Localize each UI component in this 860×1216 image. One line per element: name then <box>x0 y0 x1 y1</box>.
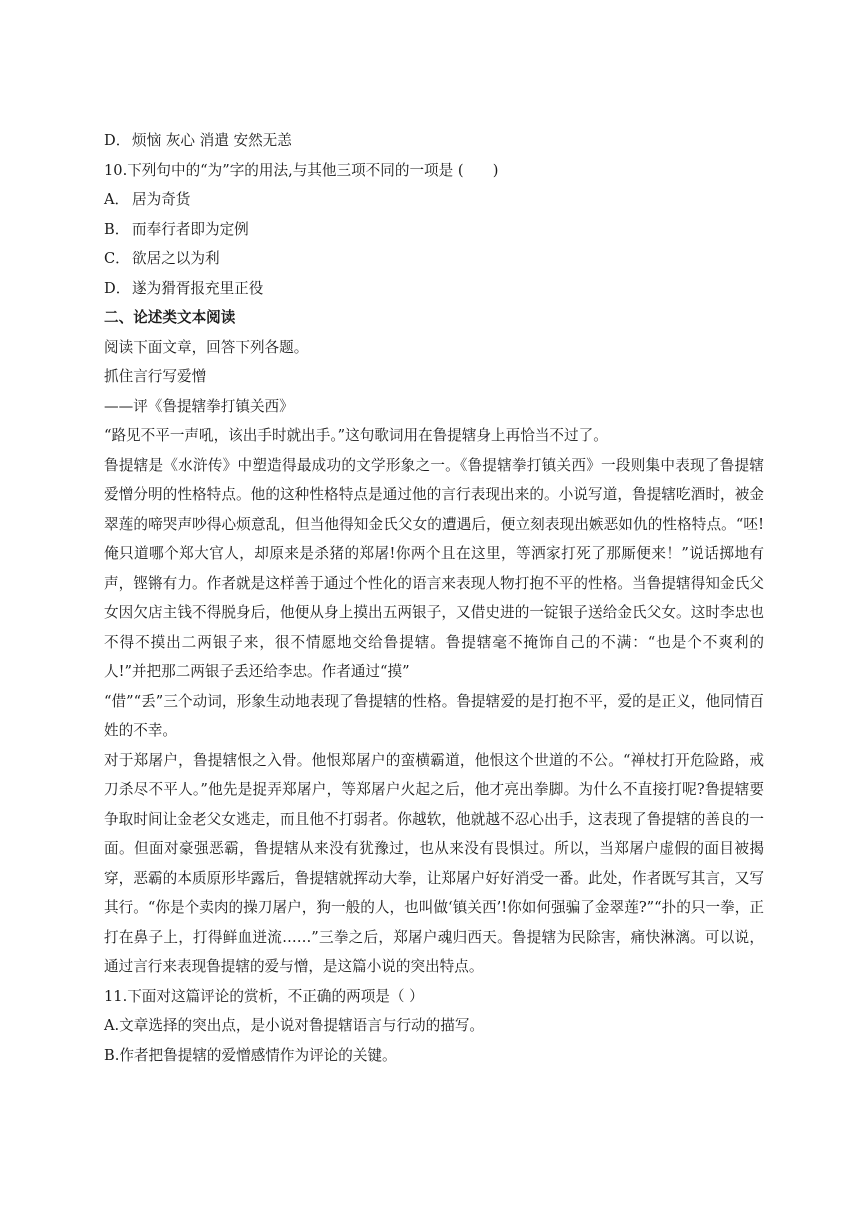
document-page <box>104 126 764 1070</box>
option-text: 而奉行者即为定例 <box>132 220 249 238</box>
q11-stem: 11.下面对这篇评论的赏析，不正确的两项是（ ） <box>104 987 424 1005</box>
article-paragraph-1: “路见不平一声吼，该出手时就出手。”这句歌词用在鲁提辖身上再恰当不过了。 <box>104 427 608 444</box>
option-text: 居为奇货 <box>132 191 191 208</box>
option-letter: D． <box>104 279 131 297</box>
q10-option-c <box>104 244 764 274</box>
option-text: 遂为猾胥报充里正役 <box>132 279 264 297</box>
option-letter: D． <box>104 132 131 149</box>
option-letter: B． <box>104 220 130 238</box>
q10-option-a <box>104 185 764 215</box>
q10-option-b <box>104 215 764 245</box>
option-letter: C． <box>104 250 130 267</box>
q10-stem: 10.下列句中的“为”字的用法,与其他三项不同的一项是 ( ) <box>104 161 499 179</box>
article-paragraph-2: 鲁提辖是《水浒传》中塑造得最成功的文学形象之一。《鲁提辖拳打镇关西》一段则集中表现了鲁提辖爱憎分明的性格特点。他的这种性格特点是通过他的言行表现出来的。小说写道，鲁提辖吃酒时，被金翠莲的啼哭声吵得心烦意乱，但当他得知金氏父女的遭遇后，便立刻表现出嫉恶如仇的性格特点。“呸!俺只道哪个郑大官人，却原来是杀猪的郑屠!你两个且在这里，等洒家打死了那厮便来！”说话掷地有声，铿锵有力。作者就是这样善于通过个性化的语言来表现人物打抱不平的性格。当鲁提辖得知金氏父女因欠店主钱不得脱身后，他便从身上摸出五两银子，又借史进的一锭银子送给金氏父女。这时李忠也不得不摸出二两银子来，很不情愿地交给鲁提辖。鲁提辖毫不掩饰自己的不满：“也是个不爽利的人!”并把那二两银子丢还给李忠。作者通过“摸” <box>104 456 764 680</box>
article-paragraph-3: “借”“丢”三个动词，形象生动地表现了鲁提辖的性格。鲁提辖爱的是打抱不平，爱的是正义，他同情百姓的不幸。 <box>104 692 764 739</box>
option-text: 烦恼 灰心 消遣 安然无恙 <box>132 132 292 149</box>
article-paragraph-4: 对于郑屠户，鲁提辖恨之入骨。他恨郑屠户的蛮横霸道，他恨这个世道的不公。“禅杖打开危险路，戒刀杀尽不平人。”他先是捉弄郑屠户，等郑屠户火起之后，他才亮出拳脚。为什么不直接打呢?鲁提辖要争取时间让金老父女逃走，而且他不打弱者。你越软，他就越不忍心出手，这表现了鲁提辖的善良的一面。但面对豪强恶霸，鲁提辖从来没有犹豫过，也从来没有畏惧过。所以，当郑屠户虚假的面目被揭穿，恶霸的本质原形毕露后，鲁提辖就挥动大拳，让郑屠户好好消受一番。此处，作者既写其言，又写其行。“你是个卖肉的操刀屠户，狗一般的人，也叫做‘镇关西’!你如何强骗了金翠莲?”“扑的只一拳，正打在鼻子上，打得鲜血迸流……”三拳之后，郑屠户魂归西天。鲁提辖为民除害，痛快淋漓。可以说，通过言行来表现鲁提辖的爱与憎，是这篇小说的突出特点。 <box>104 751 764 975</box>
q10-option-d <box>104 274 764 304</box>
option-letter: A． <box>104 191 130 208</box>
section-heading: 二、论述类文本阅读 <box>104 309 236 326</box>
option-text: 欲居之以为利 <box>132 250 220 267</box>
article-subtitle: ——评《鲁提辖拳打镇关西》 <box>104 397 294 415</box>
q11-option-a: A.文章选择的突出点，是小说对鲁提辖语言与行动的描写。 <box>104 1017 485 1034</box>
article-title: 抓住言行写爱憎 <box>104 368 207 385</box>
reading-instruction: 阅读下面文章，回答下列各题。 <box>104 338 309 356</box>
q11-option-b: B.作者把鲁提辖的爱憎感情作为评论的关键。 <box>104 1046 397 1064</box>
q9-option-d <box>104 126 764 156</box>
